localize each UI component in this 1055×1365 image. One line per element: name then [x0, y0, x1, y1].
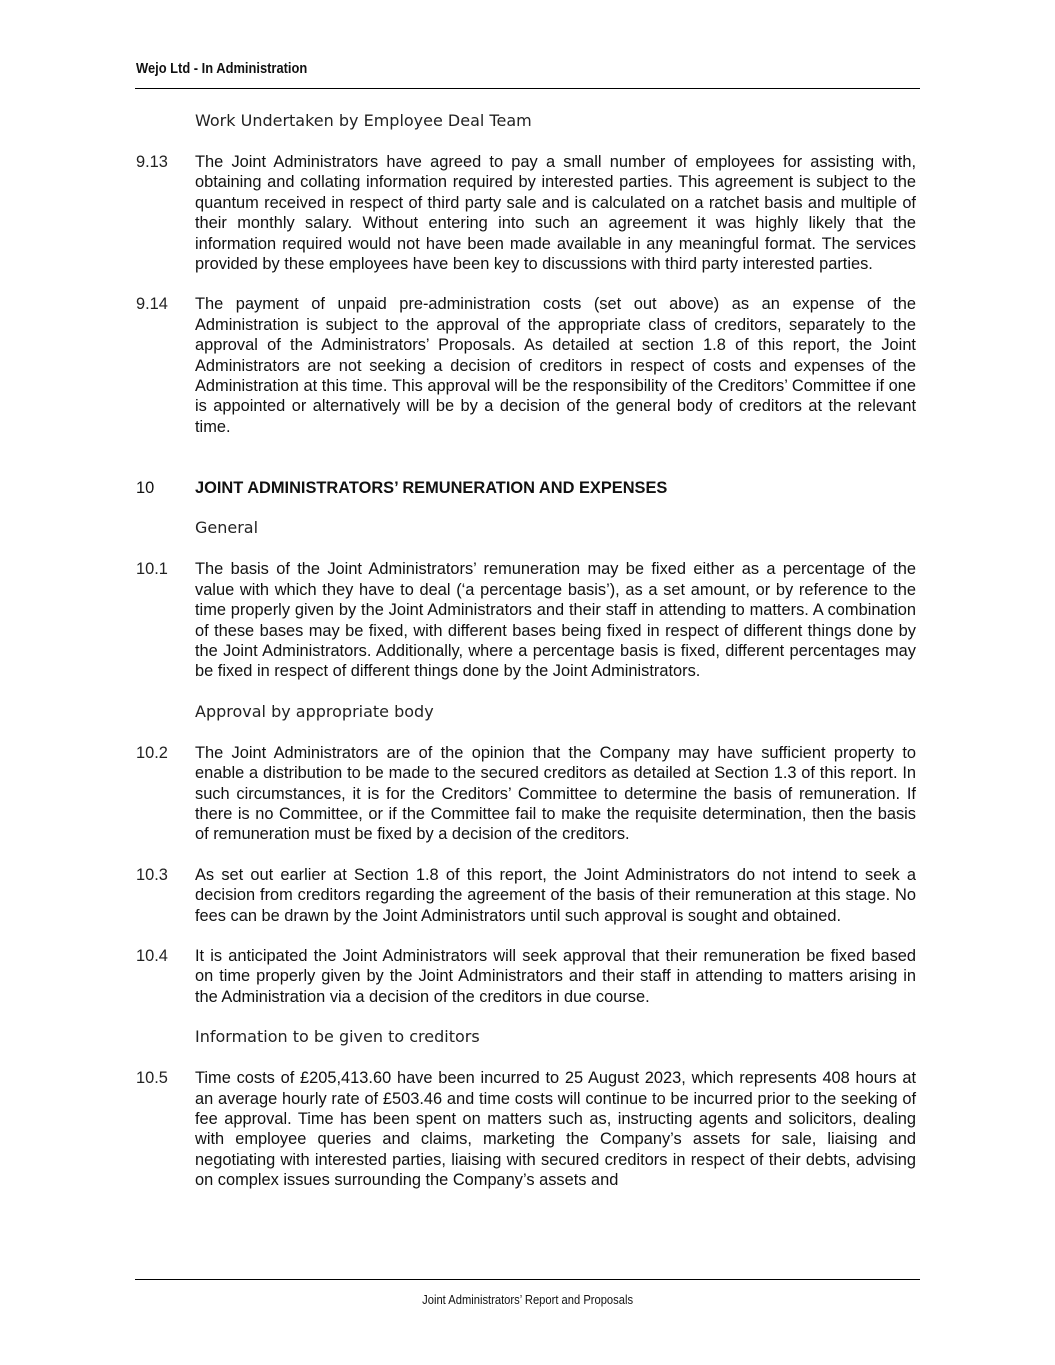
page-footer [0, 1292, 1055, 1307]
paragraph-number: 10.1 [136, 560, 168, 579]
paragraph-text: Time costs of £205,413.60 have been incurred to 25 August 2023, which represents 408 hours at an average hourly rate of £503.46 and time costs will continue to be incurred prior to the seeking of fee approval. Time has been spent on matters such as, instructing agents and solicitors, dealing with employee queries and claims, marketing the Company’s assets for sale, liaising and negotiating with interested parties, liaising with secured creditors in respect of their debts, advising on complex issues surrounding the Company’s assets and [195, 1069, 916, 1190]
paragraph-number: 10.3 [136, 865, 168, 884]
paragraph-text: The Joint Administrators are of the opinion that the Company may have sufficient property to enable a distribution to be made to the secured creditors as detailed at Section 1.3 of this report. In such circumstances, it is for the Creditors’ Committee to determine the basis of remuneration. If there is no Committee, or if the Committee fail to make the requisite determination, then the basis of remuneration must be fixed by a decision of the creditors. [195, 743, 916, 844]
page-header-title: Wejo Ltd - In Administration [136, 60, 308, 77]
paragraph-number: 9.14 [136, 295, 168, 314]
paragraph-10-4 [136, 946, 916, 1007]
paragraph-text: The basis of the Joint Administrators’ remuneration may be fixed either as a percentage of the value with which they have to deal (‘a percentage basis’), as a set amount, or by reference to the time properly given by the Joint Administrators and their staff in attending to matters. A combination of these bases may be fixed, with different bases being fixed in respect of different things done by the Joint Administrators. Additionally, where a percentage basis is fixed, different percentages may be fixed in respect of different things done by the Joint Administrators. [195, 560, 916, 681]
subheading-work-undertaken: Work Undertaken by Employee Deal Team [195, 111, 532, 130]
footer-divider [135, 1279, 920, 1280]
paragraph-10-1 [136, 559, 916, 681]
section-title: JOINT ADMINISTRATORS’ REMUNERATION AND EXPENSES [195, 479, 668, 498]
paragraph-text: The Joint Administrators have agreed to pay a small number of employees for assisting with, obtaining and collating information required by interested parties. This agreement is subject to the quantum received in respect of third party sale and is calculated on a ratchet basis and multiple of their monthly salary. Without entering into such an agreement it was highly likely that the information required would not have been made available in any meaningful format. The services provided by these employees have been key to discussions with third party interested parties. [195, 153, 916, 274]
paragraph-10-2 [136, 743, 916, 845]
paragraph-number: 9.13 [136, 153, 168, 171]
paragraph-text: It is anticipated the Joint Administrators will seek approval that their remuneration be fixed based on time properly given by the Joint Administrators and their staff in attending to matters arising in the Administration via a decision of the creditors in due course. [195, 946, 916, 1006]
paragraph-number: 10.5 [136, 1069, 168, 1088]
paragraph-9-14 [136, 294, 916, 437]
paragraph-number: 10.2 [136, 743, 168, 762]
header-divider [135, 88, 920, 89]
section-number: 10 [136, 479, 155, 498]
paragraph-10-5 [136, 1068, 916, 1190]
subheading-approval: Approval by appropriate body [195, 701, 434, 721]
paragraph-number: 10.4 [136, 946, 168, 965]
paragraph-text: As set out earlier at Section 1.8 of this report, the Joint Administrators do not intend to seek a decision from creditors regarding the agreement of the basis of their remuneration at this stage. No fees can be drawn by the Joint Administrators until such approval is sought and obtained. [195, 865, 916, 925]
section-heading-10 [136, 478, 916, 498]
footer-text: Joint Administrators’ Report and Proposals [422, 1292, 633, 1307]
document-body [136, 111, 916, 1191]
paragraph-10-3 [136, 865, 916, 926]
paragraph-9-13 [136, 152, 916, 274]
paragraph-text: The payment of unpaid pre-administration costs (set out above) as an expense of the Administration is subject to the approval of the appropriate class of creditors, separately to the approval of the Administrators’ Proposals. As detailed at section 1.8 of this report, the Joint Administrators are not seeking a decision of creditors in respect of costs and expenses of the Administration at this time. This approval will be the responsibility of the Creditors’ Committee if one is appointed or alternatively will be by a decision of the general body of creditors at the relevant time. [195, 295, 916, 436]
subheading-information: Information to be given to creditors [195, 1027, 480, 1047]
subheading-general: General [195, 518, 259, 538]
